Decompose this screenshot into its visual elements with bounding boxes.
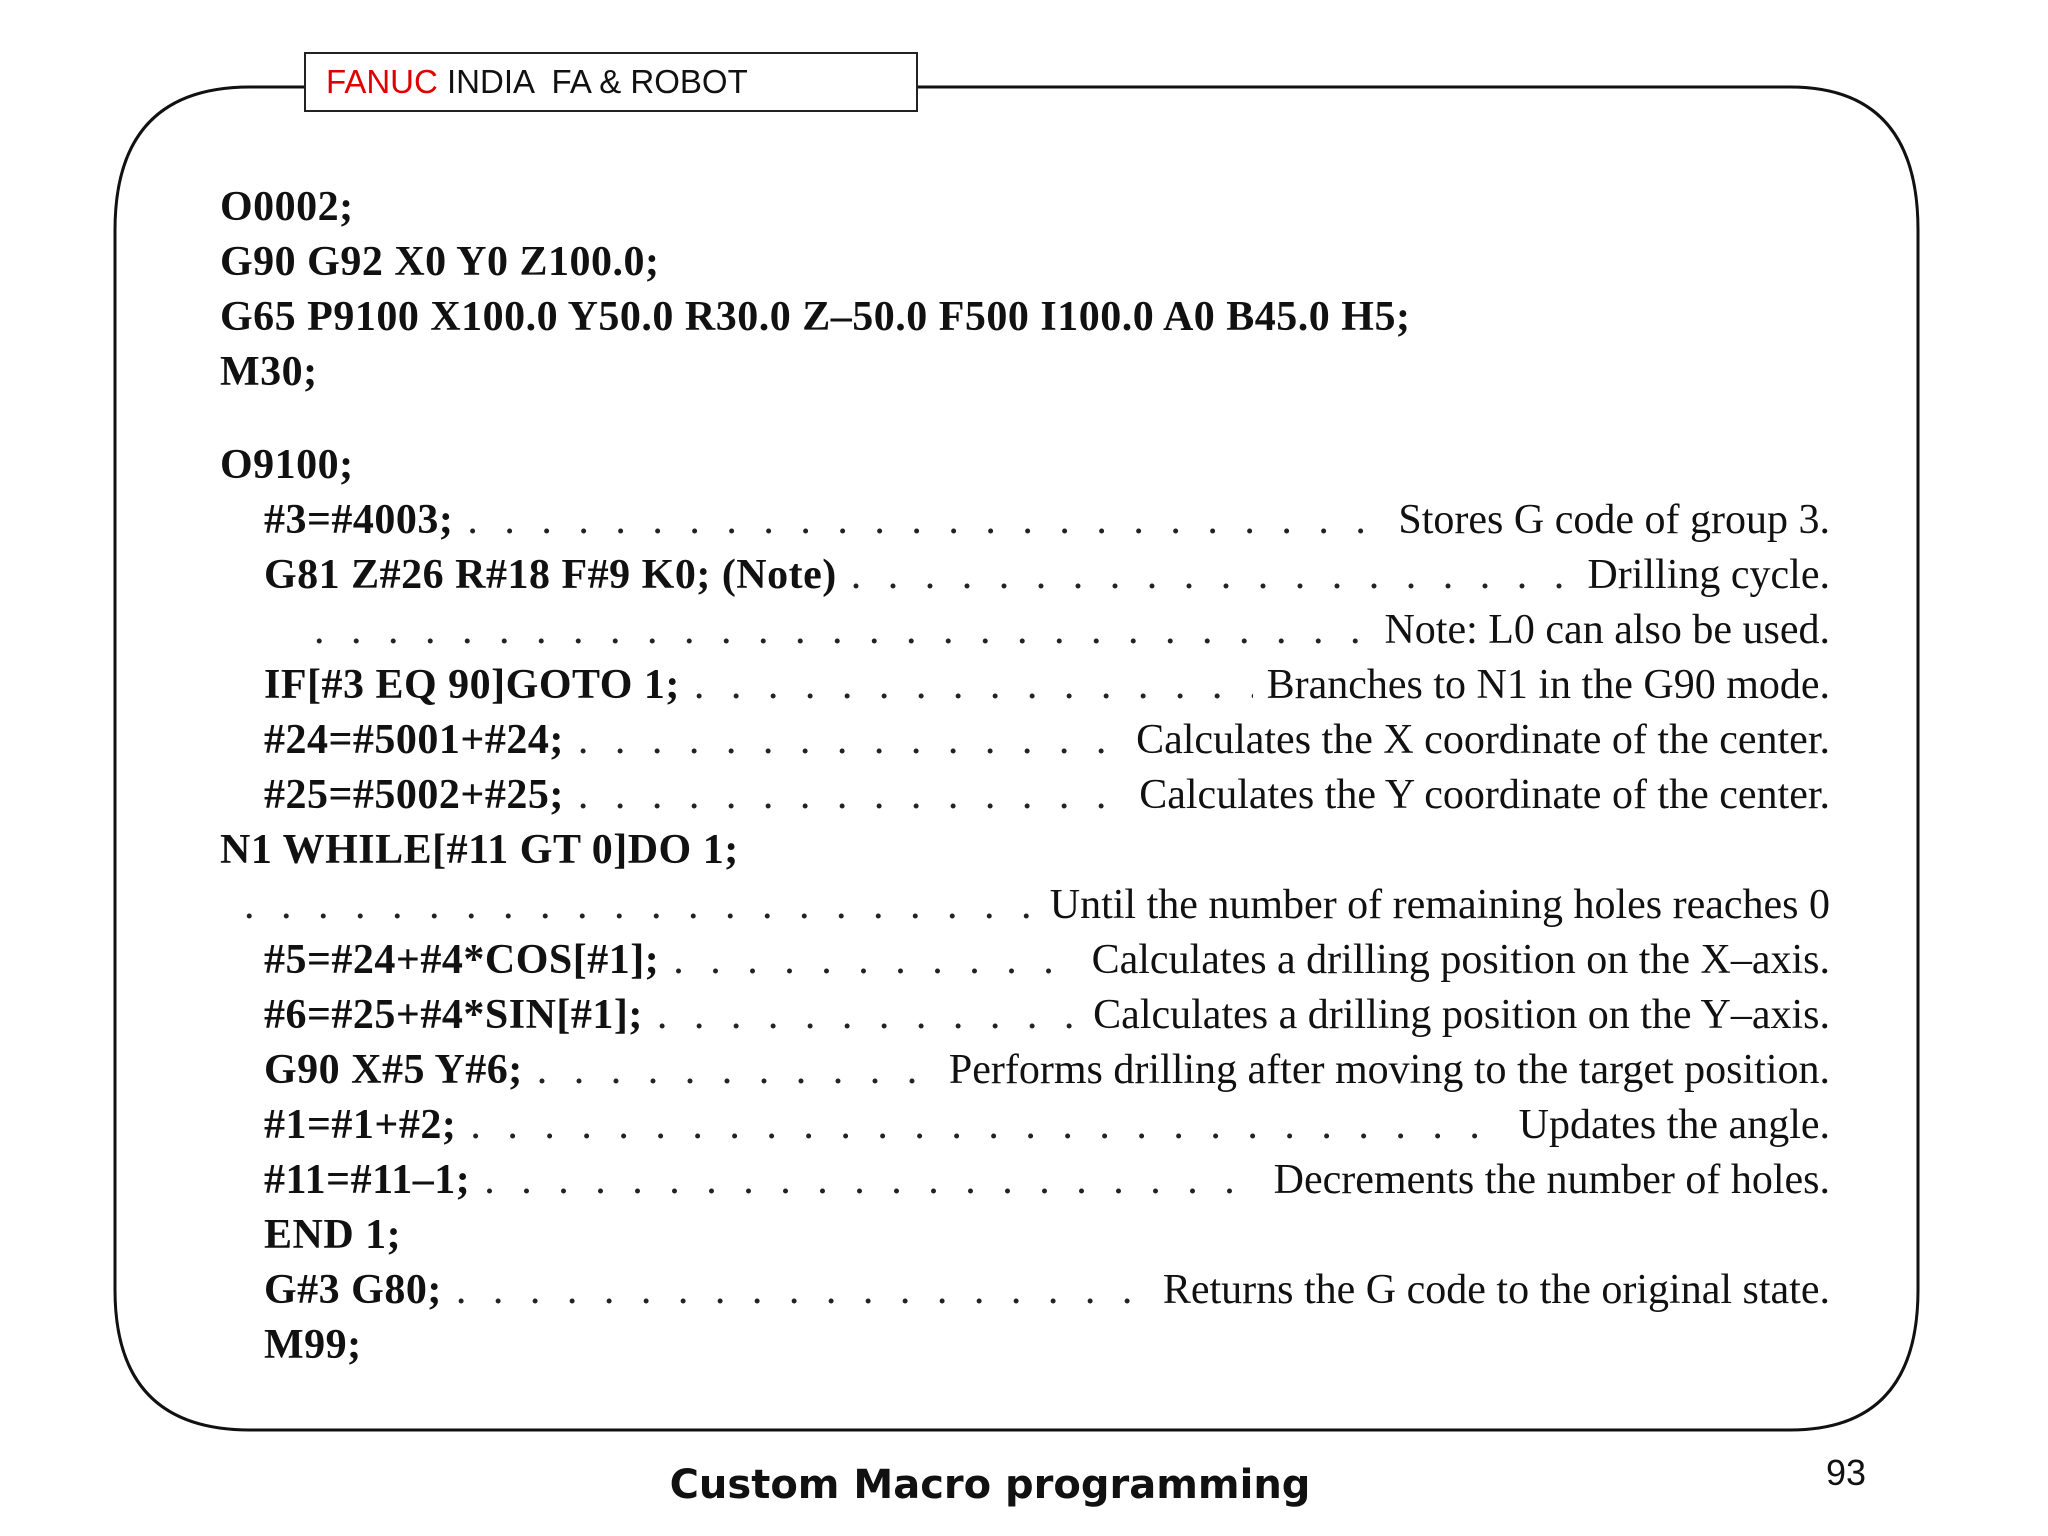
code-text: #3=#4003; bbox=[264, 497, 454, 543]
code-comment: Note: L0 can also be used. bbox=[1384, 607, 1830, 653]
macro-title: O9100; bbox=[220, 442, 354, 488]
code-line bbox=[220, 768, 1830, 823]
dot-leader bbox=[578, 768, 1125, 823]
header-banner bbox=[304, 52, 918, 112]
code-comment: Performs drilling after moving to the target position. bbox=[948, 1047, 1830, 1093]
code-line bbox=[220, 603, 1830, 658]
code-text: O0002; bbox=[220, 184, 354, 230]
code-text: IF[#3 EQ 90]GOTO 1; bbox=[264, 662, 680, 708]
code-text: #1=#1+#2; bbox=[264, 1102, 457, 1148]
code-comment: Stores G code of group 3. bbox=[1398, 497, 1830, 543]
code-comment: Calculates a drilling position on the X–axis. bbox=[1091, 937, 1830, 983]
code-text: G#3 G80; bbox=[264, 1267, 442, 1313]
code-comment: Decrements the number of holes. bbox=[1273, 1157, 1830, 1203]
dot-leader bbox=[694, 658, 1253, 713]
dot-leader bbox=[657, 988, 1079, 1043]
code-comment: Drilling cycle. bbox=[1587, 552, 1830, 598]
code-text: G90 G92 X0 Y0 Z100.0; bbox=[220, 239, 660, 285]
header-title: INDIA FA & ROBOT bbox=[437, 63, 748, 100]
code-line bbox=[220, 988, 1830, 1043]
code-line bbox=[220, 548, 1830, 603]
code-comment: Calculates a drilling position on the Y–axis. bbox=[1093, 992, 1830, 1038]
code-comment: Returns the G code to the original state. bbox=[1162, 1267, 1830, 1313]
loop-end: END 1; bbox=[264, 1212, 402, 1258]
dot-leader bbox=[456, 1263, 1149, 1318]
code-text: G90 X#5 Y#6; bbox=[264, 1047, 523, 1093]
code-comment: Branches to N1 in the G90 mode. bbox=[1266, 662, 1830, 708]
code-line bbox=[220, 658, 1830, 713]
slide-title: Custom Macro programming bbox=[669, 1462, 1311, 1508]
code-text: #11=#11–1; bbox=[264, 1157, 471, 1203]
code-line bbox=[220, 878, 1830, 933]
page-number: 93 bbox=[1826, 1452, 1867, 1493]
code-line bbox=[220, 1098, 1830, 1153]
code-line bbox=[220, 1208, 1830, 1263]
dot-leader bbox=[467, 493, 1384, 548]
program-end: M99; bbox=[264, 1322, 362, 1368]
loop-start: N1 WHILE[#11 GT 0]DO 1; bbox=[220, 827, 739, 873]
code-comment: Calculates the Y coordinate of the center. bbox=[1139, 772, 1830, 818]
dot-leader bbox=[244, 878, 1036, 933]
code-text: #25=#5002+#25; bbox=[264, 772, 564, 818]
code-line bbox=[220, 933, 1830, 988]
dot-leader bbox=[578, 713, 1122, 768]
dot-leader bbox=[314, 603, 1370, 658]
code-line bbox=[220, 438, 1830, 493]
code-line bbox=[220, 235, 1830, 290]
code-text: #5=#24+#4*COS[#1]; bbox=[264, 937, 660, 983]
brand-name: FANUC bbox=[326, 63, 438, 100]
code-text: #6=#25+#4*SIN[#1]; bbox=[264, 992, 643, 1038]
code-line bbox=[220, 713, 1830, 768]
code-text: M30; bbox=[220, 349, 318, 395]
code-line bbox=[220, 1043, 1830, 1098]
code-line bbox=[220, 823, 1830, 878]
code-text: G65 P9100 X100.0 Y50.0 R30.0 Z–50.0 F500 I100.0 A0 B45.0 H5; bbox=[220, 294, 1411, 340]
dot-leader bbox=[484, 1153, 1259, 1208]
code-comment: Calculates the X coordinate of the center. bbox=[1136, 717, 1830, 763]
dot-leader bbox=[851, 548, 1574, 603]
code-line bbox=[220, 1153, 1830, 1208]
code-text: G81 Z#26 R#18 F#9 K0; (Note) bbox=[264, 552, 837, 598]
dot-leader bbox=[537, 1043, 935, 1098]
code-line bbox=[220, 493, 1830, 548]
dot-leader bbox=[470, 1098, 1504, 1153]
code-text: #24=#5001+#24; bbox=[264, 717, 564, 763]
code-line bbox=[220, 345, 1830, 400]
code-comment: Until the number of remaining holes reaches 0 bbox=[1049, 882, 1830, 928]
code-line bbox=[220, 1318, 1830, 1373]
code-comment: Updates the angle. bbox=[1518, 1102, 1830, 1148]
code-line bbox=[220, 180, 1830, 235]
code-line bbox=[220, 1263, 1830, 1318]
program-listing bbox=[220, 180, 1830, 1373]
dot-leader bbox=[673, 933, 1077, 988]
code-line bbox=[220, 290, 1830, 345]
